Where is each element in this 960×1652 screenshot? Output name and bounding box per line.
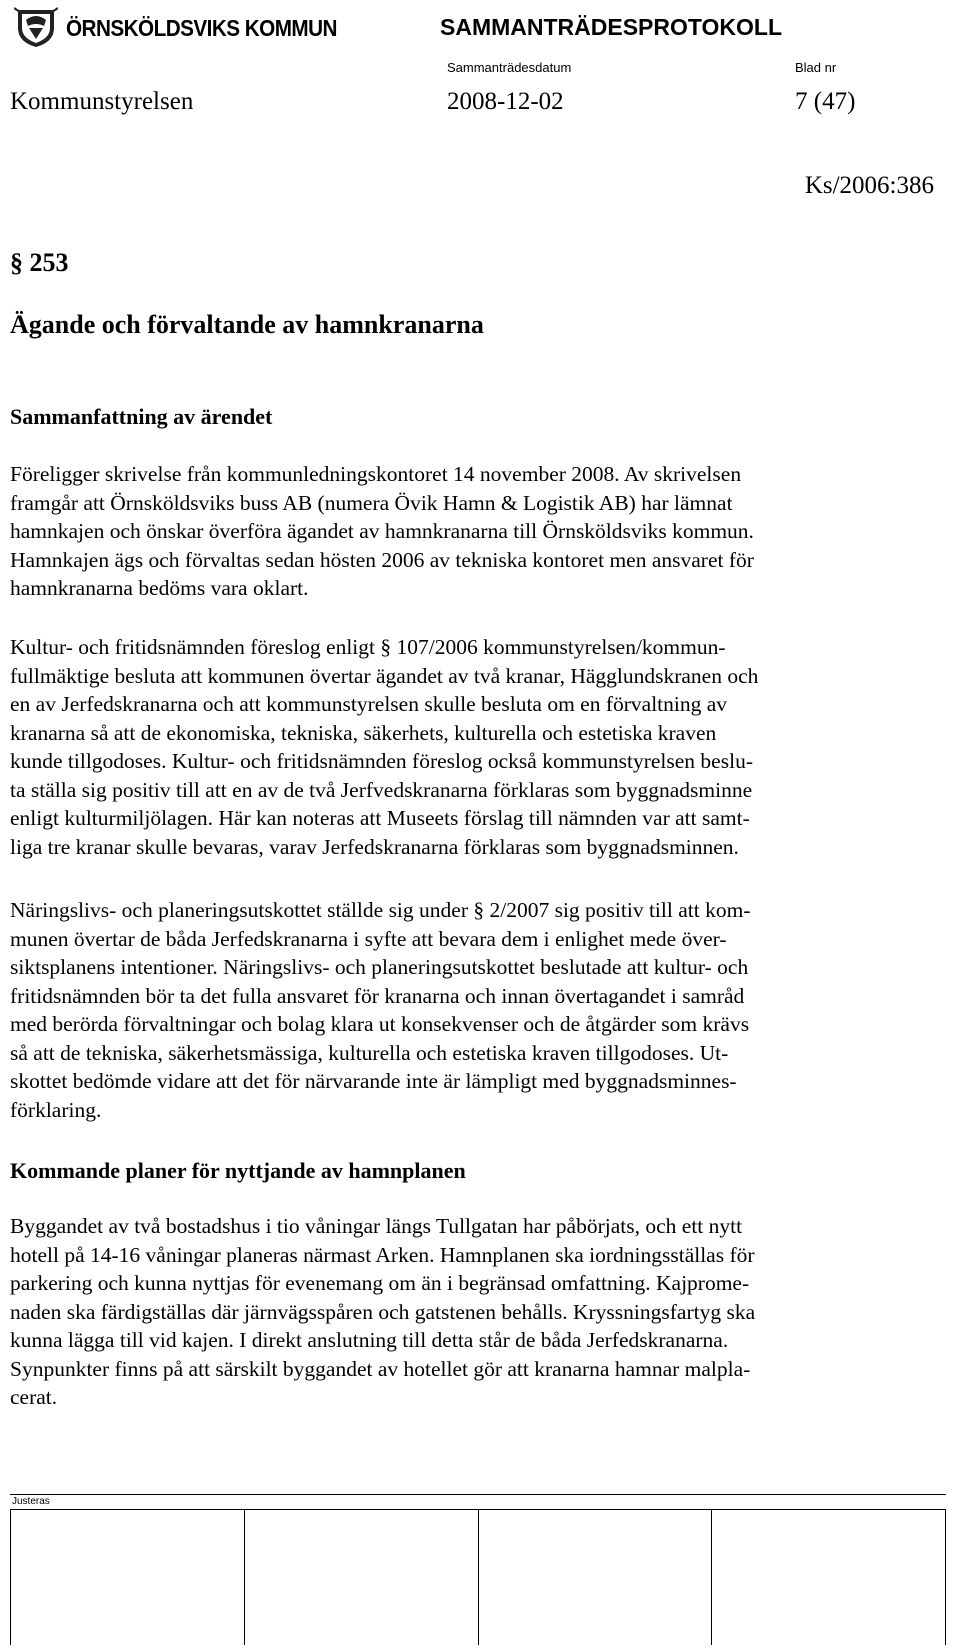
text-line: förklaring. [10,1097,102,1122]
signature-row [10,1509,946,1645]
text-line: cerat. [10,1385,58,1409]
text-line: Kultur- och fritidsnämnden föreslog enligt § 107/2006 kommunstyrelsen/kommun- [10,635,726,659]
municipality-logo [14,6,337,48]
text-line: liga tre kranar skulle bevaras, varav Jerfedskranarna förklaras som byggnadsminnen. [10,834,739,859]
text-line: munen övertar de båda Jerfedskranarna i syfte att bevara dem i enlighet mede över- [10,926,727,951]
text-line: fullmäktige besluta att kommunen övertar ägandet av två kranar, Hägglundskranen och [10,663,759,688]
signature-cell [244,1509,478,1645]
text-line: en av Jerfedskranarna och att kommunstyrelsen skulle besluta om en förvaltning av [10,692,728,716]
text-line: Föreligger skrivelse från kommunledningskontoret 14 november 2008. Av skrivelsen [10,462,742,486]
text-line: framgår att Örnsköldsviks buss AB (numera Övik Hamn & Logistik AB) har lämnat [10,490,733,515]
text-line: Hamnkajen ägs och förvaltas sedan hösten 2006 av tekniska kontoret men ansvaret för [10,547,754,572]
text-line: siktsplanens intentioner. Näringslivs- och planeringsutskottet beslutade att kultur- och [10,955,749,979]
section-title: Ägande och förvaltande av hamnkranarna [10,310,484,339]
text-line: Synpunkter finns på att särskilt byggandet av hotellet gör att kranarna hamnar malpla- [10,1356,751,1381]
plans-paragraph [10,1212,890,1412]
text-line: kunna lägga till vid kajen. I direkt anslutning till detta står de båda Jerfedskranarna. [10,1328,729,1352]
case-number: Ks/2006:386 [804,172,934,199]
summary-heading: Sammanfattning av ärendet [10,404,273,429]
signature-cell [478,1509,712,1645]
text-line: hotell på 14-16 våningar planeras närmast Arken. Hamnplanen ska iordningsställas för [10,1242,755,1267]
text-line: kunde tillgodoses. Kultur- och fritidsnämnden föreslog också kommunstyrelsen beslu- [10,749,753,773]
summary-paragraph-1 [10,460,890,603]
plans-heading: Kommande planer för nyttjande av hamnplanen [10,1158,466,1183]
coat-of-arms-icon [14,6,58,48]
document-type: SAMMANTRÄDESPROTOKOLL [440,14,783,40]
summary-paragraph-3 [10,896,890,1124]
sign-label: Justeras [12,1496,50,1507]
text-line: så att de tekniska, säkerhetsmässiga, kulturella och estetiska kraven tillgodoses. Ut- [10,1040,729,1065]
summary-paragraph-2 [10,633,890,861]
text-line: med berörda förvaltningar och bolag klara ut konsekvenser och de åtgärder som krävs [10,1012,750,1036]
section-number: § 253 [10,248,69,277]
text-line: hamnkranarna bedöms vara oklart. [10,576,309,600]
committee-name: Kommunstyrelsen [10,88,194,115]
signature-box [10,1494,946,1645]
text-line: enligt kulturmiljölagen. Här kan noteras att Museets förslag till nämnden var att samt- [10,806,750,830]
text-line: skottet bedömde vidare att det för närvarande inte är lämpligt med byggnadsminnes- [10,1069,737,1093]
text-line: Byggandet av två bostadshus i tio våningar längs Tullgatan har påbörjats, och ett nytt [10,1214,743,1238]
text-line: kranarna så att de ekonomiska, tekniska, säkerhets, kulturella och estetiska kraven [10,720,717,745]
text-line: fritidsnämnden bör ta det fulla ansvaret för kranarna och innan övertagandet i samråd [10,983,745,1008]
page-number: 7 (47) [795,88,856,115]
signature-cell [10,1509,244,1645]
text-line: naden ska färdigställas där järnvägsspåren och gatstenen behålls. Kryssningsfartyg ska [10,1299,756,1324]
meeting-date-label: Sammanträdesdatum [447,60,572,75]
text-line: Näringslivs- och planeringsutskottet ställde sig under § 2/2007 sig positiv till att kom- [10,898,751,922]
signature-cell [711,1509,946,1645]
municipality-name: ÖRNSKÖLDSVIKS KOMMUN [66,15,337,41]
text-line: parkering och kunna nyttjas för evenemang om än i begränsad omfattning. Kajprome- [10,1271,750,1295]
text-line: ta ställa sig positiv till att en av de två Jerfvedskranarna förklaras som byggnadsminne [10,777,753,802]
page-number-label: Blad nr [795,60,837,75]
meeting-date: 2008-12-02 [447,88,564,115]
text-line: hamnkajen och önskar överföra ägandet av hamnkranarna till Örnsköldsviks kommun. [10,519,754,543]
